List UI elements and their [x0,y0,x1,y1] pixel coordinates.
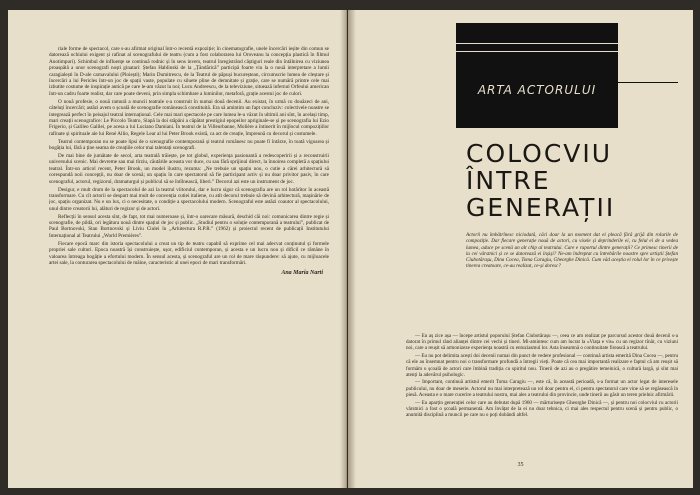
paragraph: — Important, continuă artistul emerit Toma Caragiu —, este că, în această perioadă, s-a format un actor legat de interesele publicului, nu doar de meserie. Actorul nu mai interpretează un rol doar pentru el, ci pentru spectatorul care vine să se regăsească în piesă. Aceasta e o mare cucerire a teatrului nostru, mai ales a teatrului din provincie, unde tinerii au găsit un teren prielnic afirmării. [406,379,678,398]
title-line: ÎNTRE [466,166,551,195]
left-page [8,10,347,488]
author-signature: Ana Maria Narti [281,270,323,277]
paragraph: — Eu nu pot delimita acești doi decenii numai din punct de vedere profesional — continuă artista emerită Dina Cocea —, pentru că ele au însemnat pentru noi o transformare profundă a întregii vieți. Poate că cea mai importantă realizare e faptul că am reușit să formăm o școală de actori care îmbină tradiția cu spiritul nou. Tinerii de azi au o pregătire temeinică, o cultură largă, și sînt mai atenți la adevărul psihologic. [406,353,678,378]
paragraph: — Eu aparțin generației celor care au debutat după 1960 — mărturisește Gheorghe Dinică —, și pentru noi colocviul cu actorii vârstnici a fost o școală permanentă. Am învățat de la ei nu doar tehnica, ci mai ales respectul pentru scenă și pentru public, o anumită disciplină a muncii pe care nu o poți dobândi altfel. [406,399,678,418]
rubric-decor-line [456,51,618,52]
left-article-column [49,46,329,471]
paragraph: riale forme de spectacol, care s-au afirmat original într-o recentă expoziție; în cinematografie, unele încercări ieșite din comun se datorează ochiului exigent și rafinat al scenografului de teatru (cum a fost colaborarea lui Oroveanu la concepția plastică în filmul Anotimpuri). Schimbul de influențe se continuă rodnic și în sens invers, teatrul înregistrând câștiguri reale din întâlnirea cu viziunea proaspătă a unor scenografi noști ginatari: Ștefan Hablinski de la „Țăndărică” participă foarte viu la o nouă interpretare a lumii caragialești în D-ale carnavalului (Ploiești); Marin Dumitrescu, de la Teatrul de păpuși bucureștean, circumscrie lumea de cleștare și încercări a lui Pericles într-un joc de spații vaste, populate cu siluete pline de demnitate și grație, care se numără printre cele mai izbutite costume de inspirație antică pe care le-am văzut la noi; Lucu Andreescu, de la televiziune, situează infernul Orfeului american într-un cadru foarte realist, dar care poate deveni, prin simpla schimbare a luminilor, metaforă, grație acestui joc de culori. [49,46,329,97]
rubric-underline [468,82,678,83]
page-number: 35 [517,462,524,468]
paragraph: O nouă profesie, o nouă ramură a muncii teatrale s-a construit în numai două decenii. Au existat, în urmă cu douăzeci de ani, câteluți încercări; astăzi avem o școală de scenografie românească constituită. Era să amintim un fapt concluziv: colectivele noastre se integrează perfect în peisajul teatral internațional. Cele mai mari spectacole pe care lumea le-a văzut în ultimii ani sînt, în același timp, mari creații scenografice: Le Piccolo Teatro, Slapă la doi stăpâni a căpătat prestigiul epopeilor apriginale-se și pe scenografia lui Ezio Frigerio, și Galileo Galilei, pe acesa a lui Luciano Damiani. În teatrul de la Villeurbanne, Molière a întinerit în mijlocul compozițiilor rafinate și spirituale ale lui René Allio, Regele Lear al lui Peter Brook există, ca act de creație, împreună cu decorul și costumele. [49,98,329,137]
right-article-column [406,333,678,451]
right-page [348,10,693,488]
paragraph: De mai bine de jumătate de secol, arta teatrală trăiește, pe tot globul, experiența pasionantă a redescoperirii și a reconstruirii universului scenic. Mai devreme sau mai tîrziu, căutările aceasta vor duce, cu sau fără sprijinul direct, la înnoirea completă a spațiului teatral. Într-un articol recent, Peter Brook, un model ilustru, rezuma: „Ne trebuie un spațiu nou, o cutie a cărei arhitectură să corespundă noii concepții, nu doar de scenă; un spațiu în care spectatorul să fie participant activ și nu doar privitor pasiv, în care scenograful, actorul, regizorul, dramaturgul și publicul să se întîlnească, liberi.” Decorul azi este un instrument de joc. [49,153,329,185]
paragraph: — Eu aș zice așa — începe artistul poporului Ștefan Ciubotărașu —, ceea ce am realizat pe parcursul acestor două decenii s-a datorat în primul rând alianței dintre cei vechi și tineri. Mi-amintesc cum am lucrat la «Viața e vis» cu un regizor tînăr, cu viziuni noi, care a reușit să armonizeze experiența noastră cu entuziasmul lor. Asta înseamnă o continuitate firească a teatrului. [406,333,678,352]
rubric-label: ARTA ACTORULUI [477,83,597,97]
rubric-decor-line [456,43,618,44]
rubric-banner [456,23,618,128]
paragraph: Fiecare epocă marc din istoria spectacolului a creat un tip de teatru capabil să exprime cel mai adecvat conținutul și formele propriei sale culturi. Epoca noastră își construiește, ușor, edificiul contemporan, și acesta e un lucru nou și dificil ce rămâne în valoarea întreaga bogăție a efortului modern. În sensul acesta, și scenograful are un rol de mare răspundere: să ajute, cu mijloacele artei sale, la conturarea spectacolului de mâine, caracteristic al unei epoci de mari transformări. [49,240,329,266]
title-line: COLOCVIU [466,139,613,168]
paragraph: Desigur, e mult drum de la spectacolul de azi la teatrul viitorului, dar e lucru sigur că scenografia are un rol hotărîtor în această transformare. Cu cît actorii se despart mai mult de convenția cutiei italiene, cu atît decorul trebuie să devină arhitectură, mașinărie de joc, spațiu organizat. Nu e un lux, ci o necesitate, o condiție a spectacolului modern. Scenograful este astăzi coautor al spectacolului, unul dintre creatorii lui, alături de regizor și de actori. [49,186,329,212]
paragraph: Teatrul contemporan nu se poate lipsi de o scenografie contemporană și teatrul românesc nu poate fi întârze, în toată vigoarea și bogăția lui, fără a ține seama de creațiile celor mai talentați scenografi. [49,138,329,152]
paragraph: Reflecții în sensul acesta sînt, de fapt, tot mai numeroase și, într-o oarecare măsură, deschid căi noi: comunicarea dintre regie și scenografie, de pildă, ori legătura nouă dintre spațiul de joc și public. „Studiul pentru o soluție contemporană a teatrului”, publicat de Paul Bortnovski, Stan Bortnovski și Liviu Ciulei în „Arhitectura R.P.R.” (1962) și proiectul recent de publicații Institutului Internațional al Teatrului „World Premières”. [49,213,329,239]
title-line: GENERAȚII [466,193,616,222]
article-title [466,140,681,221]
article-intro: Actorii nu îmbătrînesc niciodată, căci doar la un moment dat ei pleacă fără grijă din rolurile de compoziție. Dar fiecare generație nouă de actori, cu visele și deprinderile ei, cu felul ei de a vedea lumea, aduce pe scenă un alt chip al teatrului. Care e raportul dintre generații? Ce primesc tinerii de la cei vârstnici și ce se datorează ei înșiși? Ne-am îndreptat cu întrebările noastre spre artiștii Ștefan Ciubotărașu, Dina Cocea, Toma Caragiu, Gheorghe Dinică. Cum văd aceștia ei rolul lor în ce privește tinerea creatoare, ce-au realizat, ce-și doresc? [466,232,678,270]
